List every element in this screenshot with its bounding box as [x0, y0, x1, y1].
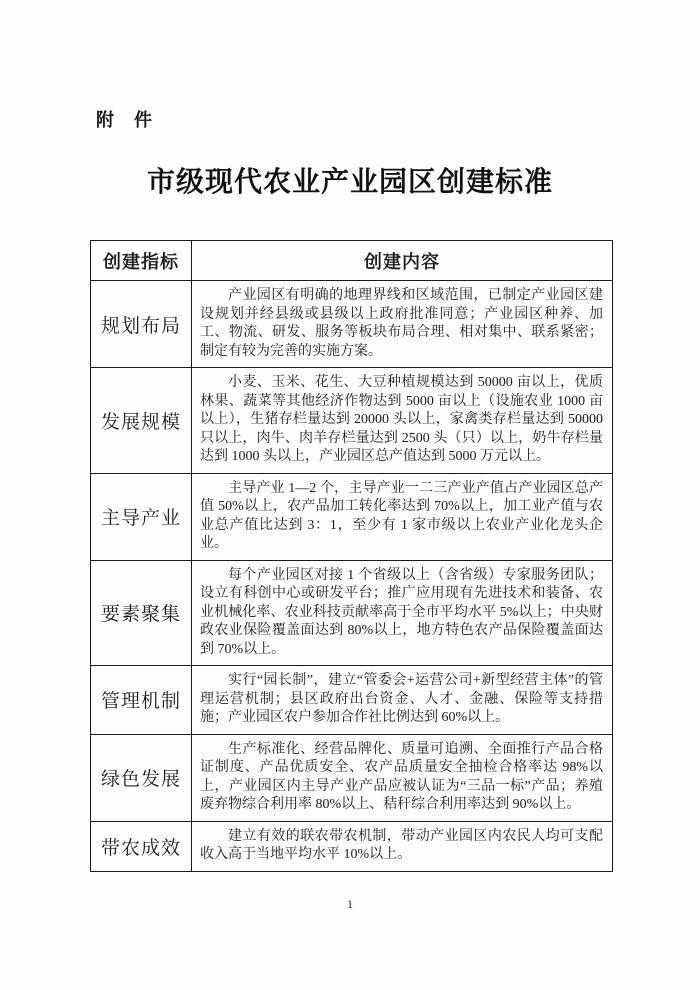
- content-text: 每个产业园区对接 1 个省级以上（含省级）专家服务团队；设立有科创中心或研发平台；推广应用现有先进技术和装备、农业机械化率、农业科技贡献率高于全市平均水平 5%以上；中央财政农业保险覆盖面达到 80%以上，地方特色农产品保险覆盖面达到 70%以上。: [200, 567, 603, 657]
- indicator-cell: 绿色发展: [91, 734, 192, 821]
- column-header-content: 创建内容: [192, 241, 613, 281]
- content-text: 生产标准化、经营品牌化、质量可追溯、全面推行产品合格证制度、产品优质安全、农产品质量安全抽检合格率达 98%以上，产业园区内主导产业产品应被认证为“三品一标”产品；养殖废弃物综合利用率 80%以上、秸秆综合利用率达到 90%以上。: [200, 741, 603, 812]
- content-text: 主导产业 1—2 个，主导产业一二三产业产值占产业园区总产值 50%以上，农产品加工转化率达到 70%以上，加工业产值与农业总产值比达到 3：1，至少有 1 家市级以上农业产业化龙头企业。: [200, 480, 603, 551]
- content-text: 产业园区有明确的地理界线和区域范围，已制定产业园区建设规划并经县级或县级以上政府批准同意；产业园区种养、加工、物流、研发、服务等板块布局合理、相对集中、联系紧密；制定有较为完善的实施方案。: [200, 288, 603, 359]
- table-row: [91, 666, 613, 735]
- indicator-cell: 管理机制: [91, 666, 192, 735]
- content-cell: [192, 666, 613, 735]
- content-text: 小麦、玉米、花生、大豆种植规模达到 50000 亩以上，优质林果、蔬菜等其他经济作物达到 5000 亩以上（设施农业 1000 亩以上），生猪存栏量达到 20000 头以上，家禽类存栏量达到 50000 只以上，肉牛、肉羊存栏量达到 2500 头（只）以上，奶牛存栏量达到 1000 头以上，产业园区总产值达到 5000 万元以上。: [200, 375, 603, 464]
- table-row: [91, 368, 613, 474]
- indicator-cell: 带农成效: [91, 821, 192, 871]
- content-text: 建立有效的联农带农机制，带动产业园区内农民人均可支配收入高于当地平均水平 10%以上。: [200, 828, 603, 862]
- attachment-label: 附 件: [96, 110, 153, 130]
- standards-table: [90, 240, 613, 872]
- content-text: 实行“园长制”，建立“管委会+运营公司+新型经营主体”的管理运营机制；县区政府出台资金、人才、金融、保险等支持措施；产业园区农户参加合作社比例达到 60%以上。: [200, 673, 603, 725]
- content-cell: [192, 473, 613, 560]
- indicator-cell: 主导产业: [91, 473, 192, 560]
- indicator-cell: 要素聚集: [91, 560, 192, 666]
- column-header-indicator: 创建指标: [91, 241, 192, 281]
- indicator-cell: 规划布局: [91, 281, 192, 368]
- page-title: 市级现代农业产业园区创建标准: [146, 167, 553, 198]
- content-cell: [192, 281, 613, 368]
- table-row: [91, 473, 613, 560]
- indicator-cell: 发展规模: [91, 368, 192, 474]
- table-row: [91, 821, 613, 871]
- content-cell: [192, 821, 613, 871]
- table-row: [91, 281, 613, 368]
- content-cell: [192, 560, 613, 666]
- table-header-row: [91, 241, 613, 281]
- table-row: [91, 734, 613, 821]
- content-cell: [192, 734, 613, 821]
- table-row: [91, 560, 613, 666]
- content-cell: [192, 368, 613, 474]
- page-number: 1: [347, 897, 353, 911]
